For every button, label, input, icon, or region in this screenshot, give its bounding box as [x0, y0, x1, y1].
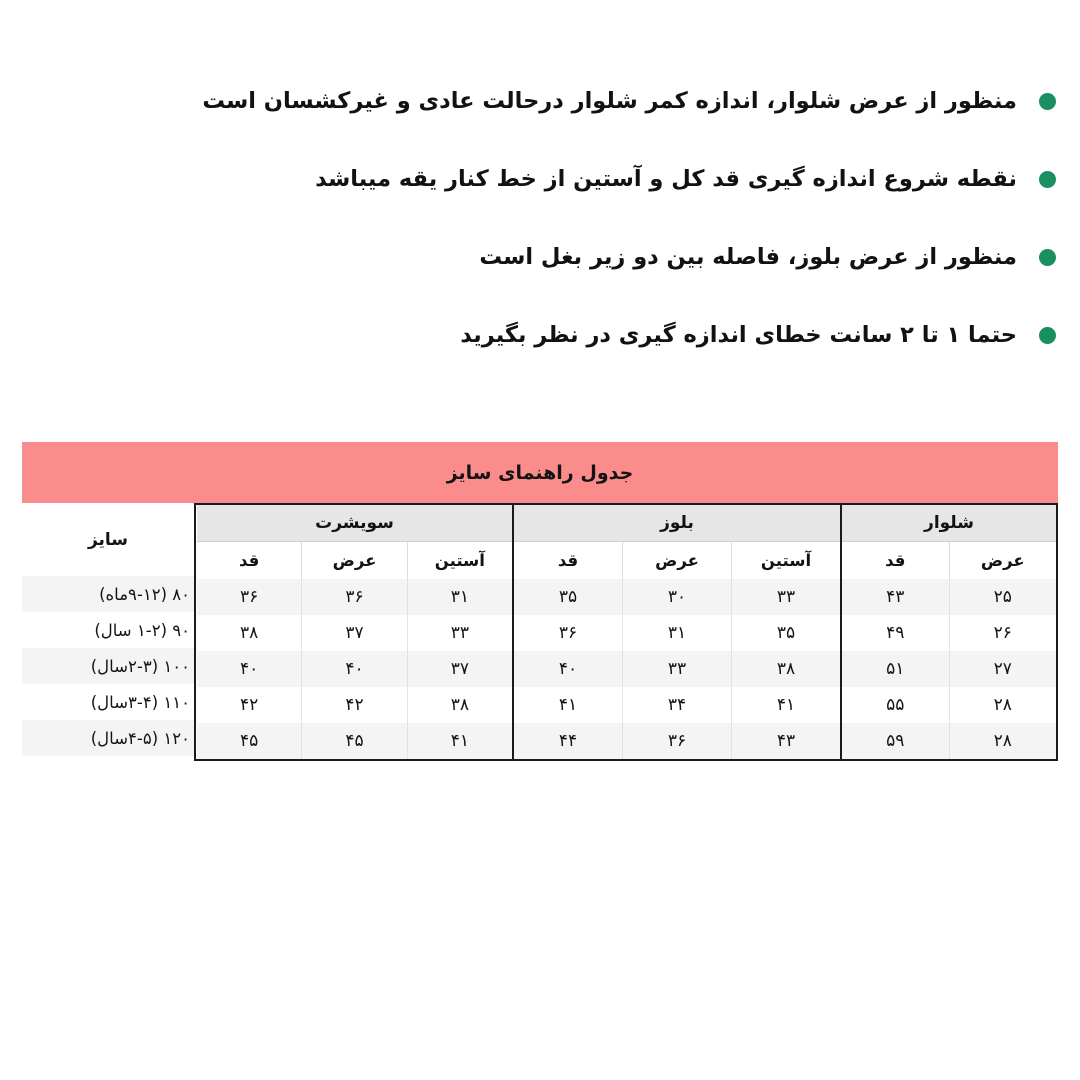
sub-header-row-bluz	[514, 542, 840, 579]
table-row	[514, 723, 840, 759]
cell-shalvar-ghad: ۴۳	[886, 587, 905, 607]
note-item	[22, 218, 1058, 296]
cell-bluz-arz: ۳۶	[622, 723, 731, 759]
table-row	[197, 687, 512, 723]
table-row	[197, 651, 512, 687]
cell-bluz-ghad: ۴۴	[558, 731, 578, 751]
note-item	[22, 296, 1058, 374]
size-guide-title: جدول راهنمای سایز	[446, 461, 634, 484]
cell-bluz-arz: ۳۳	[622, 651, 731, 687]
cell-sweatshirt-arz: ۳۶	[301, 579, 406, 615]
cell-bluz-astin: ۴۳	[731, 723, 840, 759]
group-header-sweatshirt: سویشرت	[197, 505, 512, 542]
table-row	[514, 687, 840, 723]
note-text: حتما ۱ تا ۲ سانت خطای اندازه گیری در نظر بگیرید	[460, 321, 1017, 348]
table-row	[197, 579, 512, 615]
table-row	[197, 723, 512, 759]
data-rows-shalvar	[842, 579, 1056, 759]
column-header-shalvar-ghad: قد	[885, 551, 906, 570]
bullet-dot-icon	[1039, 327, 1056, 344]
cell-shalvar-ghad: ۵۱	[886, 659, 905, 679]
cell-sweatshirt-ghad: ۴۲	[240, 695, 259, 715]
cell-shalvar-arz: ۲۵	[949, 579, 1057, 615]
measurement-grid	[194, 503, 1058, 761]
cell-sweatshirt-astin: ۳۸	[407, 687, 512, 723]
cell-shalvar-arz: ۲۶	[949, 615, 1057, 651]
bullet-dot-icon	[1039, 171, 1056, 188]
table-row	[842, 615, 1056, 651]
column-header-sweatshirt-astin: آستین	[407, 542, 512, 579]
cell-bluz-arz: ۳۴	[622, 687, 731, 723]
table-row	[514, 579, 840, 615]
cell-bluz-astin: ۳۵	[731, 615, 840, 651]
table-row	[514, 651, 840, 687]
cell-bluz-ghad: ۴۱	[558, 695, 578, 715]
column-header-bluz-astin: آستین	[731, 542, 840, 579]
cell-size: ۸۰ (۹-۱۲ماه)	[22, 576, 194, 612]
sub-header-row-sweatshirt	[197, 542, 512, 579]
cell-sweatshirt-astin: ۳۱	[407, 579, 512, 615]
cell-size: ۹۰ (۱-۲ سال)	[22, 612, 194, 648]
column-header-bluz-ghad: قد	[557, 551, 579, 570]
cell-sweatshirt-ghad: ۴۰	[240, 659, 259, 679]
size-guide-title-bar	[22, 442, 1058, 503]
sub-header-row-shalvar	[842, 542, 1056, 579]
cell-size: ۱۱۰ (۳-۴سال)	[22, 684, 194, 720]
cell-bluz-astin: ۴۱	[731, 687, 840, 723]
column-header-bluz-arz: عرض	[622, 542, 731, 579]
cell-size: ۱۲۰ (۴-۵سال)	[22, 720, 194, 756]
bullet-dot-icon	[1039, 249, 1056, 266]
cell-bluz-ghad: ۳۵	[558, 587, 578, 607]
cell-bluz-ghad: ۳۶	[558, 623, 578, 643]
cell-bluz-arz: ۳۰	[622, 579, 731, 615]
cell-sweatshirt-ghad: ۳۸	[240, 623, 259, 643]
cell-sweatshirt-astin: ۳۳	[407, 615, 512, 651]
cell-sweatshirt-ghad: ۳۶	[240, 587, 259, 607]
bullet-dot-icon	[1039, 93, 1056, 110]
group-header-bluz: بلوز	[514, 505, 840, 542]
note-item	[22, 62, 1058, 140]
column-group-shalvar	[842, 505, 1056, 759]
column-header-sweatshirt-ghad: قد	[239, 551, 260, 570]
cell-sweatshirt-arz: ۴۲	[301, 687, 406, 723]
note-item	[22, 140, 1058, 218]
table-row	[514, 615, 840, 651]
size-column-rows	[22, 576, 194, 756]
cell-sweatshirt-arz: ۴۵	[301, 723, 406, 759]
cell-shalvar-ghad: ۴۹	[886, 623, 905, 643]
group-header-shalvar: شلوار	[842, 505, 1056, 542]
cell-sweatshirt-arz: ۳۷	[301, 615, 406, 651]
cell-sweatshirt-astin: ۳۷	[407, 651, 512, 687]
table-row	[842, 579, 1056, 615]
size-guide-grid	[22, 503, 1058, 761]
table-row	[842, 723, 1056, 759]
cell-shalvar-arz: ۲۸	[949, 723, 1057, 759]
cell-shalvar-ghad: ۵۵	[886, 695, 905, 715]
column-group-sweatshirt	[197, 505, 514, 759]
note-text: منظور از عرض شلوار، اندازه کمر شلوار درحالت عادی و غیرکشسان است	[202, 87, 1017, 114]
cell-shalvar-arz: ۲۷	[949, 651, 1057, 687]
cell-bluz-astin: ۳۳	[731, 579, 840, 615]
table-row	[197, 615, 512, 651]
column-header-sweatshirt-arz: عرض	[301, 542, 406, 579]
cell-bluz-arz: ۳۱	[622, 615, 731, 651]
cell-bluz-ghad: ۴۰	[558, 659, 578, 679]
cell-sweatshirt-arz: ۴۰	[301, 651, 406, 687]
table-row	[842, 687, 1056, 723]
table-row	[842, 651, 1056, 687]
data-rows-bluz	[514, 579, 840, 759]
measurement-notes-list	[22, 62, 1058, 374]
column-group-bluz	[514, 505, 842, 759]
cell-sweatshirt-ghad: ۴۵	[240, 731, 259, 751]
column-header-shalvar-arz: عرض	[949, 542, 1057, 579]
cell-bluz-astin: ۳۸	[731, 651, 840, 687]
note-text: نقطه شروع اندازه گیری قد کل و آستین از خط کنار یقه میباشد	[315, 165, 1017, 192]
note-text: منظور از عرض بلوز، فاصله بین دو زیر بغل است	[479, 243, 1017, 270]
cell-sweatshirt-astin: ۴۱	[407, 723, 512, 759]
data-rows-sweatshirt	[197, 579, 512, 759]
cell-size: ۱۰۰ (۲-۳سال)	[22, 648, 194, 684]
size-column-header: سایز	[22, 503, 194, 576]
size-column	[22, 503, 194, 761]
size-guide-table	[22, 442, 1058, 761]
cell-shalvar-ghad: ۵۹	[886, 731, 905, 751]
cell-shalvar-arz: ۲۸	[949, 687, 1057, 723]
